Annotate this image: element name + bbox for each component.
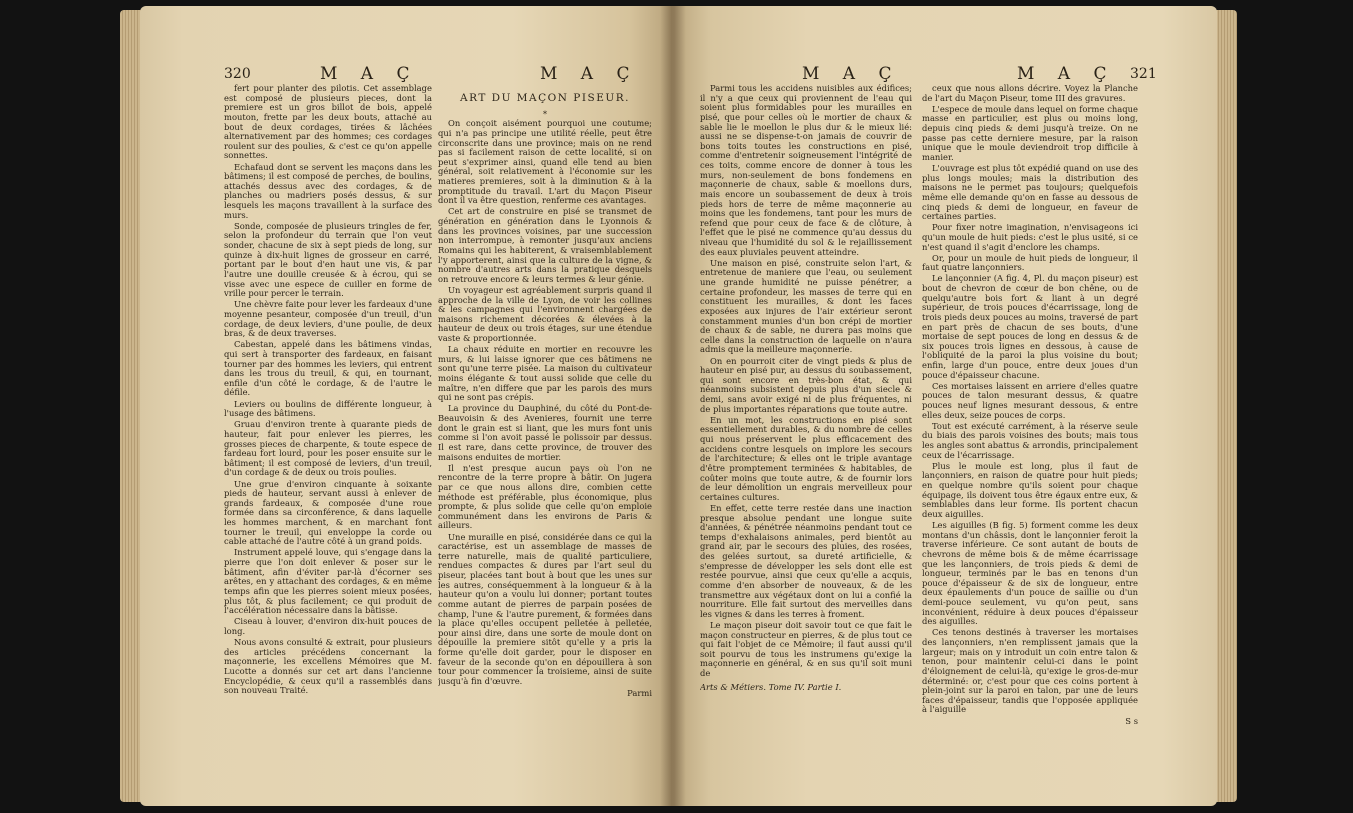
page-number: 320: [224, 66, 251, 82]
paragraph: On conçoit aisément pourquoi une coutume; qui n'a pas principe une utilité réelle, peut être circonscrite dans une province; mais on ne rend pas si facilement raison de cette localité, si on peut s'exprimer ainsi, quand elle tend au bien général, soit relativement à l'économie sur les matieres premieres, soit à la diminution & à la promptitude du travail. L'art du Maçon Piseur dont il va être question, renferme ces avantages.: [438, 118, 652, 206]
text-column-left-1: [224, 84, 432, 704]
running-header: M A Ç: [320, 64, 419, 84]
paragraph: Ces mortaises laissent en arriere d'elles quatre pouces de talon mesurant dessus, & quatre pouces neuf lignes mesurant dessous, & entre elles deux, seize pouces de corps.: [922, 380, 1138, 420]
paragraph: Le maçon piseur doit savoir tout ce que fait le maçon constructeur en pierres, & de plus tout ce qui fait l'objet de ce Mémoire; il faut aussi qu'il soit pourvu de tous les instrumens qu'exige la maçonnerie en général, & en sus qu'il soit muni de: [700, 619, 912, 678]
paragraph: On en pourroit citer de vingt pieds & plus de hauteur en pisé pur, au dessus du soubassement, qui sont encore en très-bon état, & qui néanmoins subsistent depuis plus d'un siecle & demi, sans avoir exigé ni de plus fréquentes, ni de plus importantes réparations que toute autre.: [700, 355, 912, 414]
paragraph: Le lançonnier (A fig. 4, Pl. du maçon piseur) est bout de chevron de cœur de bon chêne, ou de quelqu'autre bois fort & liant à un degré supérieur, de trois pouces d'écarrissage, long de trois pieds deux pouces au moins, traversé de part en part près de chacun de ses bouts, d'une mortaise de sept pouces de long en dessus & de six pouces trois lignes en dessous, à cause de l'obliquité de la paroi la plus voisine du bout; enfin, large d'un pouce, entre deux joues d'un pouce d'épaisseur chacune.: [922, 273, 1138, 380]
running-header: M A Ç: [1017, 64, 1116, 84]
paragraph: Sonde, composée de plusieurs tringles de fer, selon la profondeur du terrain que l'on veut sonder, chacune de six à sept pieds de long, sur quinze à dix-huit lignes de grosseur en carré, portant par le bout d'en haut une vis, & par l'autre une douille creusée & à écrou, qui se visse avec une espece de cuiller en forme de vrille pour percer le terrain.: [224, 220, 432, 299]
paragraph: En un mot, les constructions en pisé sont essentiellement durables, & du nombre de celles qui nous préservent le plus efficacement des accidens contre lesquels on implore les secours de l'architecture; & elles ont le triple avantage d'être promptement terminées & habitables, de coûter moins que toute autre, & de fournir lors de leur démolition un engrais merveilleux pour certaines cultures.: [700, 414, 912, 502]
running-header: M A Ç: [802, 64, 901, 84]
paragraph: Nous avons consulté & extrait, pour plusieurs des articles précédens concernant la maçonnerie, les excellens Mémoires que M. Lucotte a donnés sur cet art dans l'ancienne Encyclopédie, & ceux qu'il a rassemblés dans son nouveau Traité.: [224, 637, 432, 696]
paragraph: Ces tenons destinés à traverser les mortaises des lançonniers, n'en remplissent jamais que la largeur; mais on y introduit un coin entre talon & tenon, pour maintenir celui-ci dans le point d'éloignement de celui-là, qu'exige le gros-de-mur déterminé: or, c'est pour que ces coins portent à plein-joint sur la paroi en talon, par une de leurs faces d'épaisseur, tandis que l'opposée appliquée à l'aiguille: [922, 627, 1138, 715]
paragraph: La chaux réduite en mortier en recouvre les murs, & lui laisse ignorer que ces bâtimens ne sont qu'une terre pisée. La maison du cultivateur moins élégante & tout aussi solide que celle du maître, n'en differe que par les parois des murs qui ne sont pas crépis.: [438, 344, 652, 403]
paragraph: Une grue d'environ cinquante à soixante pieds de hauteur, servant aussi à enlever de grands fardeaux, & composée d'une roue formée dans sa circonférence, & dans laquelle les hommes marchent, & en marchant font tourner le treuil, qui enveloppe la corde ou cable attaché de l'autre côté à un grand poids.: [224, 478, 432, 547]
running-header: M A Ç: [540, 64, 639, 84]
paragraph: ceux que nous allons décrire. Voyez la Planche de l'art du Maçon Piseur, tome III des gravures.: [922, 84, 1138, 103]
paragraph: L'espece de moule dans lequel on forme chaque masse en particulier, est plus ou moins long, depuis cinq pieds & demi jusqu'à treize. On ne passe pas cette derniere mesure, par la raison unique que le moule deviendroit trop difficile à manier.: [922, 103, 1138, 162]
ornament: *: [543, 109, 547, 119]
left-page: [140, 6, 672, 806]
paragraph: Les aiguilles (B fig. 5) forment comme les deux montans d'un châssis, dont le lançonnier feroit la traverse inférieure. Ce sont autant de bouts de chevrons de même bois & de même écarrissage que les lançonniers, de trois pieds & demi de longueur, terminés par le bas en tenons d'un pouce d'épaisseur & de six de longueur, entre deux épaulements d'un pouce de saillie ou d'un demi-pouce seulement, vu qu'on peut, sans inconvénient, réduire à deux pouces d'épaisseur des aiguilles.: [922, 520, 1138, 627]
paragraph: Un voyageur est agréablement surpris quand il approche de la ville de Lyon, de voir les collines & les campagnes qui l'environnent chargées de maisons richement décorées & élevées à la hauteur de deux ou trois étages, sur une étendue vaste & proportionnée.: [438, 284, 652, 343]
paragraph: Une muraille en pisé, considérée dans ce qui la caractérise, est un assemblage de masses de terre naturelle, mais de qualité particuliere, rendues compactes & dures par l'art seul du piseur, placées tant bout à bout que les unes sur les autres, conséquemment à la longueur & à la hauteur qu'on a voulu lui donner; portant toutes comme autant de pierres de parpain posées de champ, l'une & l'autre purement, & formées dans la place qu'elles occupent pelletée à pelletée, pour ainsi dire, dans une sorte de moule dont on dépouille la premiere sitôt qu'elle y a pris la forme qu'elle doit garder, pour le disposer en faveur de la seconde qu'on en dépouillera à son tour pour commencer la troisieme, ainsi de suite jusqu'à fin d'œuvre.: [438, 531, 652, 686]
paragraph: Leviers ou boulins de différente longueur, à l'usage des bâtimens.: [224, 398, 432, 419]
signature-mark: S s: [1125, 716, 1138, 726]
paragraph: Echafaud dont se servent les maçons dans les bâtimens; il est composé de perches, de boulins, attachés dessus avec des cordages, & de planches ou madriers posés dessus, & sur lesquels les maçons travaillent à la surface des murs.: [224, 161, 432, 220]
catchword: Parmi: [627, 687, 652, 698]
right-page: [672, 6, 1217, 806]
page-footer: Arts & Métiers. Tome IV. Partie I.: [700, 681, 842, 692]
paragraph: Tout est exécuté carrément, à la réserve seule du biais des parois voisines des bouts; mais tous les angles sont abattus & arrondis, principalement ceux de l'écarrissage.: [922, 420, 1138, 460]
paragraph: Cabestan, appelé dans les bâtimens vindas, qui sert à transporter des fardeaux, en faisant tourner par des hommes les leviers, qui entrent dans les trous du treuil, & qui, en tournant, enfile d'un côté le cordage, & de l'autre le défile.: [224, 339, 432, 398]
text-column-right-1: [700, 84, 912, 789]
paragraph: Plus le moule est long, plus il faut de lançonniers, en raison de quatre pour huit pieds; en quelque nombre qu'ils soient pour chaque équipage, ils doivent tous être égaux entre eux, & semblables dans leur forme. Ils portent chacun deux aiguilles.: [922, 460, 1138, 519]
page-number: 321: [1130, 66, 1157, 82]
text-column-right-2: [922, 84, 1138, 789]
text-column-left-2: [438, 90, 652, 790]
paragraph: L'ouvrage est plus tôt expédié quand on use des plus longs moules; mais la distribution des maisons ne le permet pas toujours; quelquefois même elle demande qu'on en fasse au dessous de cinq pieds & demi de longueur, en faveur de certaines parties.: [922, 163, 1138, 222]
paragraph: Gruau d'environ trente à quarante pieds de hauteur, fait pour enlever les pierres, les grosses pieces de charpente, & toute espece de fardeau fort lourd, pour les poser ensuite sur le bâtiment; il est composé de leviers, d'un treuil, d'un cordage & de deux ou trois poulies.: [224, 419, 432, 478]
right-page-edge: [1215, 10, 1237, 802]
paragraph: fert pour planter des pilotis. Cet assemblage est composé de plusieurs pieces, dont la premiere est un gros billot de bois, appelé mouton, frette par les deux bouts, attaché au bout de deux cordages, tirées & lâchées alternativement par des hommes; ces cordages roulent sur des poulies, & c'est ce qu'on appelle sonnettes.: [224, 84, 432, 161]
paragraph: Or, pour un moule de huit pieds de longueur, il faut quatre lançonniers.: [922, 252, 1138, 273]
paragraph: La province du Dauphiné, du côté du Pont-de-Beauvoisin & des Avenieres, fournit une terre dont le grain est si liant, que les murs font unis comme si l'on avoit passé le polissoir par dessus. Il est rare, dans cette province, de trouver des maisons enduites de mortier.: [438, 403, 652, 462]
left-page-edge: [120, 10, 142, 802]
paragraph: Ciseau à louver, d'environ dix-huit pouces de long.: [224, 616, 432, 636]
book-gutter: [660, 6, 686, 806]
paragraph: Pour fixer notre imagination, n'envisageons ici qu'un moule de huit pieds: c'est le plus usité, si ce n'est quand il s'agit d'enclore les champs.: [922, 222, 1138, 252]
paragraph: Instrument appelé louve, qui s'engage dans la pierre que l'on doit enlever & poser sur le bâtiment, afin d'éviter par-là d'écorner ses arêtes, en y attachant des cordages, & en même temps afin que les pierres soient mieux posées, plus tôt, & plus facilement; ce qui produit de l'accélération nécessaire dans la bâtisse.: [224, 547, 432, 616]
paragraph: Parmi tous les accidens nuisibles aux édifices; il n'y a que ceux qui proviennent de l'eau qui soient plus formidables pour les murailles en pisé, que pour celles où le mortier de chaux & sable lie le moellon le plus dur & le mieux lié: aussi ne se dispense-t-on jamais de couvrir de bons toits toutes les constructions en pisé, comme d'entretenir soigneusement l'intégrité de ces toits, comme encore de donner à tous les murs, non-seulement de bons fondemens en maçonnerie de chaux, sable & moellons durs, mais encore un soubassement de deux à trois pieds hors de terre de même maçonnerie au moins que les fondemens, tant pour les murs de refend que pour ceux de face & de clôture, à l'effet que le pisé ne commence qu'au dessus du niveau que l'humidité du sol & le rejaillissement des eaux pluviales peuvent atteindre.: [700, 84, 912, 257]
paragraph: Il n'est presque aucun pays où l'on ne rencontre de la terre propre à bâtir. On jugera par ce que nous allons dire, combien cette méthode est préférable, plus économique, plus prompte, & plus solide que celle qu'on emploie communément dans les environs de Paris & ailleurs.: [438, 462, 652, 531]
paragraph: Une chèvre faite pour lever les fardeaux d'une moyenne pesanteur, composée d'un treuil, d'un cordage, de deux leviers, d'une poulie, de deux bras, & de deux traverses.: [224, 299, 432, 339]
paragraph: Cet art de construire en pisé se transmet de génération en génération dans le Lyonnois & dans les provinces voisines, par une succession non interrompue, à remonter jusqu'aux anciens Romains qui les habiterent, & vraisemblablement l'y apporterent, ainsi que la culture de la vigne, & nombre d'autres arts dans la pratique desquels on retrouve encore & leurs termes & leur génie.: [438, 206, 652, 284]
section-heading: ART DU MAÇON PISEUR.: [460, 92, 630, 104]
paragraph: Une maison en pisé, construite selon l'art, & entretenue de maniere que l'eau, ou seulement une grande humidité ne puisse pénétrer, a certaine profondeur, les masses de terre qui en constituent les murailles, & dont les faces exposées aux injures de l'air extérieur seront constamment munies d'un bon crépi de mortier de chaux & de sable, ne durera pas moins que celle dans la construction de laquelle on n'aura admis que la meilleure maçonnerie.: [700, 257, 912, 355]
paragraph: En effet, cette terre restée dans une inaction presque absolue pendant une longue suite d'années, & pénétrée néanmoins pendant tout ce temps d'exhalaisons animales, perd bientôt au grand air, par le secours des pluies, des rosées, des gelées surtout, sa dureté artificielle, & s'empresse de développer les sels dont elle est restée pourvue, ainsi que ceux qu'elle a acquis, comme d'en absorber de nouveaux, & de les transmettre aux végétaux dont on lui a confié la nourriture. Elle fait surtout des merveilles dans les vignes & dans les terres à froment.: [700, 502, 912, 619]
